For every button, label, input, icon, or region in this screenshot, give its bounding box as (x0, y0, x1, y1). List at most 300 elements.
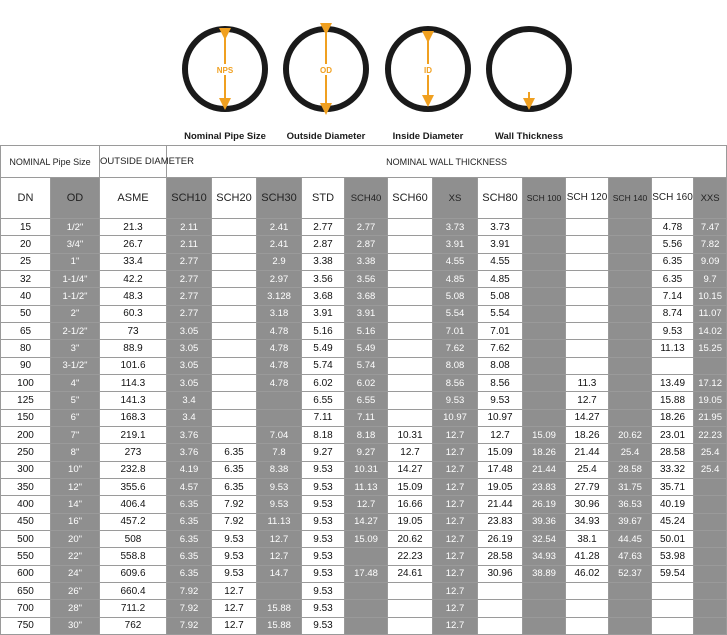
table-cell (257, 582, 302, 599)
table-cell: 3.76 (167, 444, 212, 461)
table-cell: 558.8 (100, 548, 167, 565)
table-cell: 4" (51, 374, 100, 391)
table-cell (523, 374, 566, 391)
table-cell: 36.53 (609, 496, 652, 513)
table-cell: 4.78 (652, 219, 694, 236)
table-cell: 35.71 (652, 478, 694, 495)
table-cell: 50 (1, 305, 51, 322)
table-cell: 219.1 (100, 426, 167, 443)
table-cell: 4.55 (433, 253, 478, 270)
table-cell: 1" (51, 253, 100, 270)
table-cell: 3/4" (51, 236, 100, 253)
table-cell: 5.16 (302, 322, 345, 339)
table-cell: 9.09 (694, 253, 727, 270)
table-cell: 125 (1, 392, 51, 409)
table-row (1, 409, 727, 426)
table-cell: 11.13 (257, 513, 302, 530)
table-row (1, 305, 727, 322)
table-cell: 73 (100, 322, 167, 339)
table-cell: 3.05 (167, 322, 212, 339)
table-cell (694, 478, 727, 495)
table-cell (212, 392, 257, 409)
table-cell (566, 322, 609, 339)
table-cell: 28.58 (609, 461, 652, 478)
table-cell: 22.23 (694, 426, 727, 443)
table-cell (212, 322, 257, 339)
table-cell: 7.92 (167, 617, 212, 634)
id-label: ID (424, 66, 432, 75)
table-cell: 33.4 (100, 253, 167, 270)
table-cell: 5" (51, 392, 100, 409)
table-cell: 7.92 (212, 513, 257, 530)
table-row (1, 392, 727, 409)
table-cell (523, 340, 566, 357)
table-cell (388, 600, 433, 617)
table-cell: 3.05 (167, 340, 212, 357)
table-cell: 3.91 (302, 305, 345, 322)
table-cell: 12.7 (433, 461, 478, 478)
table-cell: 7.92 (167, 600, 212, 617)
table-cell: 12.7 (433, 582, 478, 599)
table-cell: 9.7 (694, 270, 727, 287)
table-cell (566, 270, 609, 287)
table-cell (388, 219, 433, 236)
id-diagram (388, 29, 468, 142)
table-cell: 17.48 (345, 565, 388, 582)
table-cell: 2.77 (167, 253, 212, 270)
table-cell: 101.6 (100, 357, 167, 374)
table-cell: 27.79 (566, 478, 609, 495)
pipe-schedule-table (0, 145, 727, 635)
table-cell: 26.7 (100, 236, 167, 253)
table-cell (212, 340, 257, 357)
table-cell (566, 357, 609, 374)
col-header-od: OD (51, 178, 100, 219)
table-cell: 32 (1, 270, 51, 287)
table-cell: 9.53 (302, 478, 345, 495)
table-row (1, 236, 727, 253)
table-cell: 3.128 (257, 288, 302, 305)
table-cell: 9.53 (302, 513, 345, 530)
table-cell (609, 270, 652, 287)
table-cell: 5.74 (345, 357, 388, 374)
table-cell: 2.11 (167, 236, 212, 253)
col-header-sch80: SCH80 (478, 178, 523, 219)
table-cell: 7.62 (478, 340, 523, 357)
table-cell: 30.96 (478, 565, 523, 582)
table-cell (523, 270, 566, 287)
table-cell: 450 (1, 513, 51, 530)
table-cell (212, 288, 257, 305)
table-cell: 15.09 (523, 426, 566, 443)
table-cell: 5.16 (345, 322, 388, 339)
table-cell: 200 (1, 426, 51, 443)
table-row (1, 270, 727, 287)
table-cell: 16.66 (388, 496, 433, 513)
table-cell: 9.53 (652, 322, 694, 339)
wall-thickness-diagram (489, 29, 569, 142)
table-cell (212, 236, 257, 253)
table-cell: 12.7 (433, 548, 478, 565)
table-row (1, 374, 727, 391)
table-cell: 5.49 (345, 340, 388, 357)
table-cell: 19.05 (694, 392, 727, 409)
table-cell: 3.05 (167, 374, 212, 391)
table-cell (212, 426, 257, 443)
table-row (1, 444, 727, 461)
table-cell: 42.2 (100, 270, 167, 287)
table-cell: 3.76 (167, 426, 212, 443)
table-cell (478, 582, 523, 599)
table-cell: 600 (1, 565, 51, 582)
table-cell: 2.77 (345, 219, 388, 236)
table-cell: 26.19 (523, 496, 566, 513)
table-cell: 60.3 (100, 305, 167, 322)
table-cell: 7.47 (694, 219, 727, 236)
table-cell: 15.88 (257, 600, 302, 617)
table-cell (212, 409, 257, 426)
table-cell: 11.13 (345, 478, 388, 495)
col-header-sch100: SCH 100 (523, 178, 566, 219)
table-cell: 2.9 (257, 253, 302, 270)
table-cell: 4.78 (257, 322, 302, 339)
col-header-sch20: SCH20 (212, 178, 257, 219)
table-cell: 41.28 (566, 548, 609, 565)
table-cell: 3.91 (345, 305, 388, 322)
table-cell (523, 236, 566, 253)
table-cell: 34.93 (566, 513, 609, 530)
table-cell: 3.05 (167, 357, 212, 374)
table-cell: 2.41 (257, 219, 302, 236)
table-cell: 4.78 (257, 374, 302, 391)
table-row (1, 600, 727, 617)
table-cell: 25.4 (609, 444, 652, 461)
table-cell: 4.78 (257, 340, 302, 357)
table-cell: 7.8 (257, 444, 302, 461)
table-cell: 53.98 (652, 548, 694, 565)
table-cell: 46.02 (566, 565, 609, 582)
od-caption: Outside Diameter (286, 131, 366, 142)
table-cell: 52.37 (609, 565, 652, 582)
table-cell: 18.26 (523, 444, 566, 461)
table-cell (609, 357, 652, 374)
table-cell: 3.4 (167, 392, 212, 409)
table-cell (212, 374, 257, 391)
table-cell: 16" (51, 513, 100, 530)
table-cell (212, 253, 257, 270)
table-cell: 7.01 (433, 322, 478, 339)
table-cell (609, 392, 652, 409)
col-header-sch140: SCH 140 (609, 178, 652, 219)
table-cell: 14.27 (388, 461, 433, 478)
table-row (1, 340, 727, 357)
table-cell: 6.02 (345, 374, 388, 391)
table-cell (609, 409, 652, 426)
table-cell: 23.83 (523, 478, 566, 495)
table-cell (478, 617, 523, 634)
table-cell: 8.38 (257, 461, 302, 478)
table-cell: 9.27 (302, 444, 345, 461)
table-cell: 18.26 (652, 409, 694, 426)
table-cell: 90 (1, 357, 51, 374)
table-cell (566, 288, 609, 305)
nps-diagram (184, 29, 266, 142)
table-cell: 6.35 (167, 496, 212, 513)
table-cell: 2.77 (167, 270, 212, 287)
table-cell: 21.3 (100, 219, 167, 236)
table-cell: 12.7 (388, 444, 433, 461)
table-cell: 700 (1, 600, 51, 617)
table-cell (523, 219, 566, 236)
table-cell: 6.35 (167, 565, 212, 582)
table-cell: 25.4 (566, 461, 609, 478)
table-row (1, 426, 727, 443)
col-header-sch120: SCH 120 (566, 178, 609, 219)
table-cell (212, 219, 257, 236)
table-cell (388, 305, 433, 322)
table-cell: 21.44 (478, 496, 523, 513)
table-cell: 19.05 (478, 478, 523, 495)
table-cell: 28.58 (652, 444, 694, 461)
table-cell: 22.23 (388, 548, 433, 565)
table-cell: 9.53 (302, 461, 345, 478)
table-cell (523, 617, 566, 634)
table-cell: 4.85 (433, 270, 478, 287)
table-cell: 21.44 (566, 444, 609, 461)
table-cell: 150 (1, 409, 51, 426)
table-cell: 12.7 (257, 548, 302, 565)
table-cell: 34.93 (523, 548, 566, 565)
table-cell: 5.54 (433, 305, 478, 322)
table-cell (609, 617, 652, 634)
table-cell (345, 582, 388, 599)
table-cell: 15.88 (652, 392, 694, 409)
table-cell: 6.35 (212, 478, 257, 495)
table-cell: 457.2 (100, 513, 167, 530)
table-cell: 25.4 (694, 461, 727, 478)
col-header-sch60: SCH60 (388, 178, 433, 219)
table-cell: 3.68 (345, 288, 388, 305)
table-cell (523, 305, 566, 322)
table-cell: 12.7 (433, 478, 478, 495)
table-cell: 39.36 (523, 513, 566, 530)
table-cell: 4.78 (257, 357, 302, 374)
table-cell: 9.53 (302, 496, 345, 513)
table-cell: 3.73 (478, 219, 523, 236)
table-cell (523, 600, 566, 617)
table-cell: 6.55 (302, 392, 345, 409)
nps-label: NPS (216, 66, 234, 75)
table-cell (694, 357, 727, 374)
table-cell: 20.62 (388, 530, 433, 547)
table-cell: 9.53 (433, 392, 478, 409)
table-row (1, 565, 727, 582)
table-cell: 5.56 (652, 236, 694, 253)
table-cell: 5.08 (433, 288, 478, 305)
table-cell: 232.8 (100, 461, 167, 478)
col-header-sch30: SCH30 (257, 178, 302, 219)
table-cell (609, 374, 652, 391)
table-cell (609, 340, 652, 357)
table-cell: 11.07 (694, 305, 727, 322)
table-cell: 31.75 (609, 478, 652, 495)
table-cell: 20.62 (609, 426, 652, 443)
table-cell: 50.01 (652, 530, 694, 547)
table-cell: 1-1/2" (51, 288, 100, 305)
table-cell: 8.74 (652, 305, 694, 322)
table-body (1, 219, 727, 635)
table-cell (523, 582, 566, 599)
table-cell (388, 374, 433, 391)
wall-caption: Wall Thickness (494, 131, 564, 142)
od-label: OD (320, 66, 332, 75)
table-cell: 7.04 (257, 426, 302, 443)
table-cell: 7.11 (345, 409, 388, 426)
table-cell: 9.53 (302, 617, 345, 634)
od-diagram (286, 29, 366, 142)
table-cell: 2.87 (345, 236, 388, 253)
table-cell (694, 600, 727, 617)
table-cell: 38.89 (523, 565, 566, 582)
table-cell: 114.3 (100, 374, 167, 391)
table-cell: 12.7 (433, 530, 478, 547)
table-row (1, 548, 727, 565)
table-cell: 5.49 (302, 340, 345, 357)
col-header-asme: ASME (100, 178, 167, 219)
table-cell: 48.3 (100, 288, 167, 305)
table-cell: 762 (100, 617, 167, 634)
table-cell: 3.56 (302, 270, 345, 287)
table-cell: 2.41 (257, 236, 302, 253)
table-cell: 6.35 (167, 548, 212, 565)
table-cell (652, 617, 694, 634)
table-cell: 45.24 (652, 513, 694, 530)
table-cell (566, 617, 609, 634)
table-cell (566, 340, 609, 357)
pipe-dimension-diagrams (0, 0, 726, 145)
table-cell (388, 322, 433, 339)
table-cell: 4.57 (167, 478, 212, 495)
table-cell: 6.35 (212, 444, 257, 461)
table-row (1, 478, 727, 495)
table-cell: 9.53 (302, 565, 345, 582)
table-cell: 3.4 (167, 409, 212, 426)
table-cell: 14" (51, 496, 100, 513)
table-cell: 12.7 (566, 392, 609, 409)
table-cell (566, 305, 609, 322)
table-cell: 17.48 (478, 461, 523, 478)
table-cell: 3.73 (433, 219, 478, 236)
table-cell: 2.11 (167, 219, 212, 236)
table-cell: 7.92 (212, 496, 257, 513)
table-cell (694, 548, 727, 565)
table-cell: 14.27 (566, 409, 609, 426)
table-cell: 15.88 (257, 617, 302, 634)
table-cell: 9.53 (302, 582, 345, 599)
table-cell: 9.53 (478, 392, 523, 409)
table-cell: 2.97 (257, 270, 302, 287)
table-cell: 88.9 (100, 340, 167, 357)
table-cell (523, 288, 566, 305)
table-cell: 15.09 (478, 444, 523, 461)
table-row (1, 530, 727, 547)
table-cell: 25 (1, 253, 51, 270)
table-cell: 12.7 (433, 513, 478, 530)
table-cell: 32.54 (523, 530, 566, 547)
table-cell: 12.7 (345, 496, 388, 513)
table-cell: 9.53 (212, 548, 257, 565)
table-cell: 9.53 (302, 600, 345, 617)
outside-diameter-header: OUTSIDE DIAMETER (100, 146, 167, 178)
table-cell (345, 548, 388, 565)
table-cell: 3.68 (302, 288, 345, 305)
table-cell: 12.7 (433, 444, 478, 461)
table-cell (212, 357, 257, 374)
table-cell: 65 (1, 322, 51, 339)
table-cell: 38.1 (566, 530, 609, 547)
table-cell: 4.19 (167, 461, 212, 478)
table-cell: 15 (1, 219, 51, 236)
table-cell: 550 (1, 548, 51, 565)
table-row (1, 582, 727, 599)
table-cell: 59.54 (652, 565, 694, 582)
col-header-sch40: SCH40 (345, 178, 388, 219)
table-cell: 8.56 (478, 374, 523, 391)
table-cell (388, 617, 433, 634)
table-cell: 19.05 (388, 513, 433, 530)
table-cell: 12.7 (212, 617, 257, 634)
table-cell: 400 (1, 496, 51, 513)
table-cell (388, 357, 433, 374)
table-cell (388, 409, 433, 426)
table-cell: 4.55 (478, 253, 523, 270)
table-cell (523, 409, 566, 426)
table-cell: 6.35 (167, 513, 212, 530)
table-cell (609, 253, 652, 270)
table-cell: 650 (1, 582, 51, 599)
table-cell: 12" (51, 478, 100, 495)
table-cell (523, 253, 566, 270)
col-header-xs: XS (433, 178, 478, 219)
table-cell (694, 617, 727, 634)
table-cell: 26" (51, 582, 100, 599)
table-cell (388, 340, 433, 357)
table-cell (523, 357, 566, 374)
table-cell: 10.31 (388, 426, 433, 443)
table-cell: 24.61 (388, 565, 433, 582)
table-cell (257, 409, 302, 426)
table-cell: 9.53 (257, 496, 302, 513)
table-cell (388, 253, 433, 270)
table-cell: 7.92 (167, 582, 212, 599)
col-header-sch10: SCH10 (167, 178, 212, 219)
table-cell (388, 236, 433, 253)
table-cell: 8.08 (433, 357, 478, 374)
table-row (1, 617, 727, 634)
table-cell: 2.87 (302, 236, 345, 253)
table-cell: 11.3 (566, 374, 609, 391)
table-cell (609, 582, 652, 599)
table-cell (345, 600, 388, 617)
table-cell (257, 392, 302, 409)
table-cell: 6.35 (652, 253, 694, 270)
table-cell: 15.09 (388, 478, 433, 495)
table-cell (609, 600, 652, 617)
table-cell (609, 305, 652, 322)
table-cell (652, 357, 694, 374)
table-cell (694, 513, 727, 530)
table-cell: 5.08 (478, 288, 523, 305)
